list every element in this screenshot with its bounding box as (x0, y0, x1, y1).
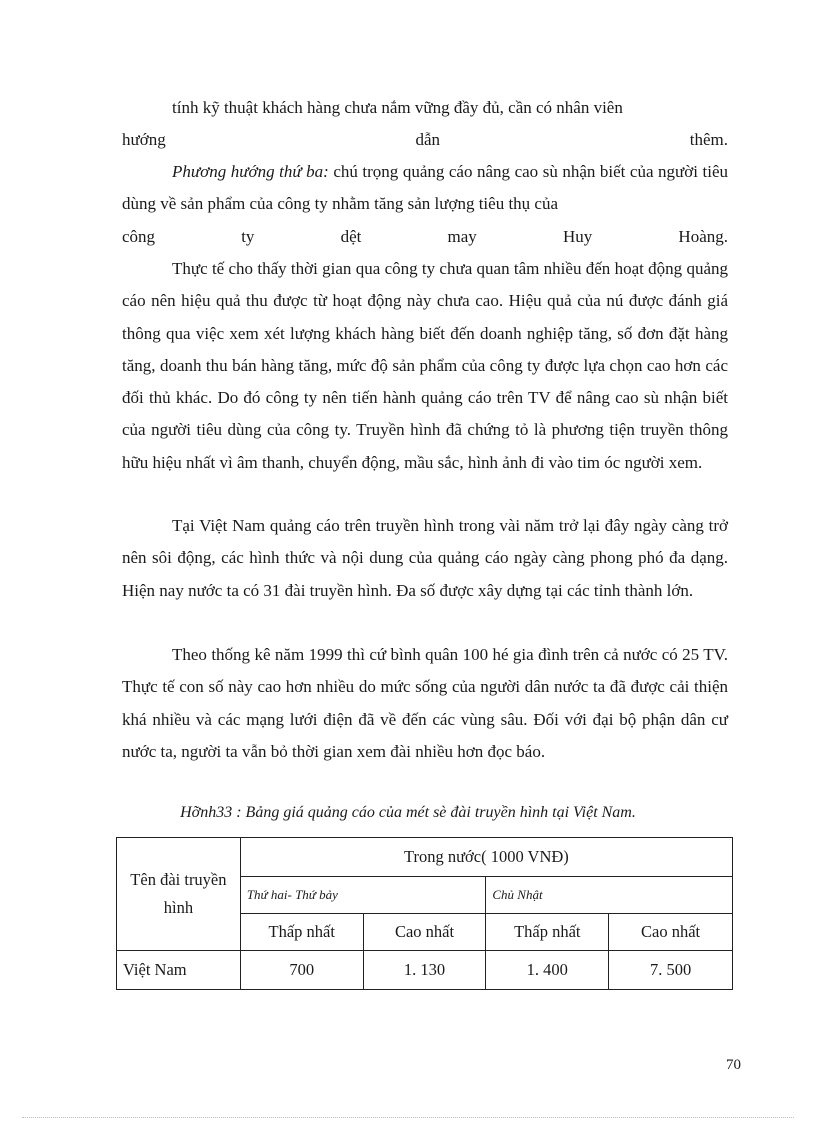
paragraph-5: Theo thống kê năm 1999 thì cứ bình quân 100 hé gia đình trên cả nước có 25 TV. Thực tế con số này cao hơn nhiều do mức sống của người dân nước ta đã được cải thiện khá nhiều và các mạng lưới điện đã về đến các vùng sâu. Đối với đại bộ phận dân cư nước ta, người ta vẫn bỏ thời gian xem đài nhiều hơn đọc báo. (122, 645, 728, 761)
station-header-cell (117, 838, 241, 951)
domestic-header: Trong nước( 1000 VNĐ) (240, 838, 732, 877)
tv-advertising-price-table (116, 837, 733, 990)
sunday-low-header: Thấp nhất (486, 914, 609, 951)
paragraph-1-line-2 (122, 124, 728, 156)
figure-caption: Hỡnh33 : Bảng giá quảng cáo của mét sè đài truyền hình tại Việt Nam. (180, 804, 636, 821)
paragraph-2-body: chú trọng quảng cáo nâng cao sù nhận biết của người tiêu dùng về sản phẩm của công ty nhằm tăng sản lượng tiêu thụ của (122, 162, 728, 214)
paragraph-1-line-1 (122, 92, 728, 124)
paragraph-2 (122, 156, 728, 221)
weekday-high-cell: 1. 130 (363, 951, 486, 990)
paragraph-2-lead: Phương hướng thứ ba: (172, 162, 329, 181)
paragraph-2-last-line (122, 221, 728, 253)
paragraph-4: Tại Việt Nam quảng cáo trên truyền hình trong vài năm trở lại đây ngày càng trở nên sôi động, các hình thức và nội dung của quảng cáo ngày càng phong phó đa dạng. Hiện nay nước ta có 31 đài truyền hình. Đa số được xây dựng tại các tỉnh thành lớn. (122, 516, 728, 600)
weekday-high-header: Cao nhất (363, 914, 486, 951)
weekday-low-cell: 700 (240, 951, 363, 990)
sunday-high-header: Cao nhất (609, 914, 733, 951)
weekday-low-header: Thấp nhất (240, 914, 363, 951)
paragraph-1-text: tính kỹ thuật khách hàng chưa nắm vững đầy đủ, cần có nhân viên (172, 98, 623, 117)
sunday-low-cell: 1. 400 (486, 951, 609, 990)
paragraph-1-end-text: hướng dẫn thêm. (122, 130, 728, 149)
paragraph-2-end-text: công ty dệt may Huy Hoàng. (122, 227, 728, 246)
weekday-header: Thứ hai- Thứ bảy (240, 877, 486, 914)
table-row (117, 951, 733, 990)
sunday-high-cell: 7. 500 (609, 951, 733, 990)
page-number: 70 (726, 1057, 741, 1073)
page-bottom-divider (22, 1117, 794, 1118)
station-header: Tên đài truyền hình (130, 870, 227, 917)
station-name-cell: Việt Nam (117, 951, 241, 990)
paragraph-3: Thực tế cho thấy thời gian qua công ty chưa quan tâm nhiều đến hoạt động quảng cáo nên hiệu quả thu được từ hoạt động này chưa cao. Hiệu quả của nú được đánh giá thông qua việc xem xét lượng khách hàng biết đến doanh nghiệp tăng, số đơn đặt hàng tăng, doanh thu bán hàng tăng, mức độ sản phẩm của công ty được lựa chọn cao hơn các đối thủ khác. Do đó công ty nên tiến hành quảng cáo trên TV để nâng cao sù nhận biết của người tiêu dùng của công ty. Truyền hình đã chứng tỏ là phương tiện truyền thông hữu hiệu nhất vì âm thanh, chuyển động, mầu sắc, hình ảnh đi vào tim óc người xem. (122, 259, 728, 472)
sunday-header: Chủ Nhật (486, 877, 733, 914)
